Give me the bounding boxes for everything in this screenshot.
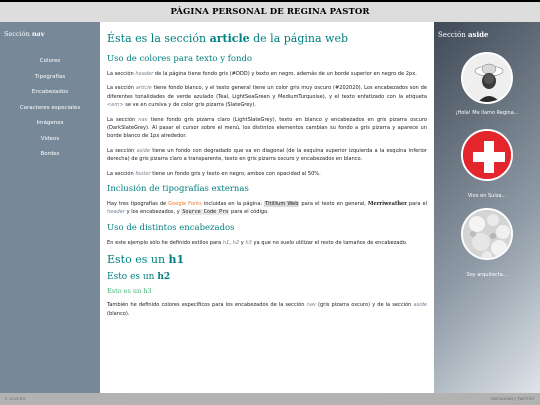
nav-item-tipografias[interactable]: Tipografías [34, 73, 66, 80]
paragraph-headings: En este ejemplo sólo he definido estilos para h1, h2 y h3 ya que no suelo utilizar el resto de tamaños de encabezado. [107, 239, 408, 246]
fonts-heading: Inclusión de tipografías externas [107, 184, 249, 195]
aside-sidebar [434, 22, 540, 393]
nav-item-encabezados[interactable]: Encabezados [31, 89, 69, 95]
nav-sidebar [0, 22, 100, 393]
nav-item-bordes[interactable]: Bordes [40, 151, 60, 157]
swiss-flag-icon [461, 129, 513, 181]
aside-heading: Sección aside [438, 30, 489, 39]
nav-item-colores[interactable]: Colores [39, 58, 61, 64]
paragraph-article: La sección article tiene fondo blanco, y el texto general tiene un color gris muy oscuro (#202020). Los encabezados son de diferentes tonalidades de verde azulado (Teal, LightSeaGreen y MediumTurquoise), y el texto enfatizado con la etiqueta <em> se ve en cursiva y de color gris pizarra (SlateGrey). [107, 85, 427, 109]
aside-caption-1: ¡Hola! Me llamo Regina... [455, 110, 519, 116]
aside-card-swiss[interactable] [434, 129, 540, 199]
copyright-text: © 2016 RG [4, 396, 26, 401]
page-footer [0, 393, 540, 405]
google-fonts-link[interactable]: Google Fonts [168, 201, 202, 208]
page-header [0, 0, 540, 22]
colors-heading: Uso de colores para texto y fondo [107, 54, 253, 64]
nav-heading: Sección nav [4, 30, 45, 38]
paragraph-aside: La sección aside tiene un fondo con degradado que va en diagonal (de la esquina superior izquierda a la esquina inferior derecha) de gris pizarra claro a transparente, texto en gris pizarra oscuro y encabezados en blanco. [107, 147, 427, 163]
paragraph-fonts: Hay tres tipografías de Google Fonts incluidas en la página: Titillium Web para el texto en general, Merriweather para el header y los encabezados, y Source Code Pro para el código. [107, 201, 428, 216]
headings-heading: Uso de distintos encabezados [107, 222, 235, 233]
aside-caption-2: Vivo en Suiza... [467, 193, 507, 199]
demo-h1: Esto es un h1 [107, 253, 185, 267]
paragraph-nav: La sección nav tiene fondo gris pizarra claro (LightSlateGrey), texto en blanco y encabezados en gris pizarra oscuro (DarkSlateGrey). Al pasar el cursor sobre el menú, los distintos elementos cambian su fondo a gris pizarra y aparece un borde blanco de 1px alrededor. [107, 116, 427, 140]
page-title: PÁGINA PERSONAL DE REGINA PASTOR [170, 7, 370, 17]
demo-h3: Esto es un h3 [107, 287, 152, 296]
nav-menu [0, 54, 100, 163]
paragraph-header: La sección header de la página tiene fondo gris (#DDD) y texto en negro, además de un borde superior en negro de 2px. [107, 71, 417, 77]
nav-item-imagenes[interactable]: Imágenes [36, 120, 64, 126]
aside-card-architecture[interactable] [434, 208, 540, 278]
portrait-photo-icon [461, 52, 513, 104]
nav-item-videos[interactable]: Vídeos [40, 135, 60, 142]
paragraph-footer: La sección footer tiene un fondo gris y texto en negro, ambos con opacidad al 50%. [107, 170, 321, 177]
demo-h2: Esto es un h2 [107, 272, 171, 283]
aside-card-portrait[interactable] [434, 52, 540, 116]
article-content [100, 22, 434, 393]
social-links[interactable]: INSTAGRAM | TWITTER [491, 396, 534, 401]
paragraph-last: También he definido colores específicos para los encabezados de la sección nav (gris pizarra oscuro) y de la sección aside (blanco). [107, 302, 428, 317]
aside-caption-3: Soy arquitecta... [466, 272, 508, 278]
article-title: Ésta es la sección article de la página web [107, 32, 349, 45]
nav-item-caracteres[interactable]: Caracteres especiales [19, 104, 81, 111]
architecture-model-photo-icon [461, 208, 513, 260]
